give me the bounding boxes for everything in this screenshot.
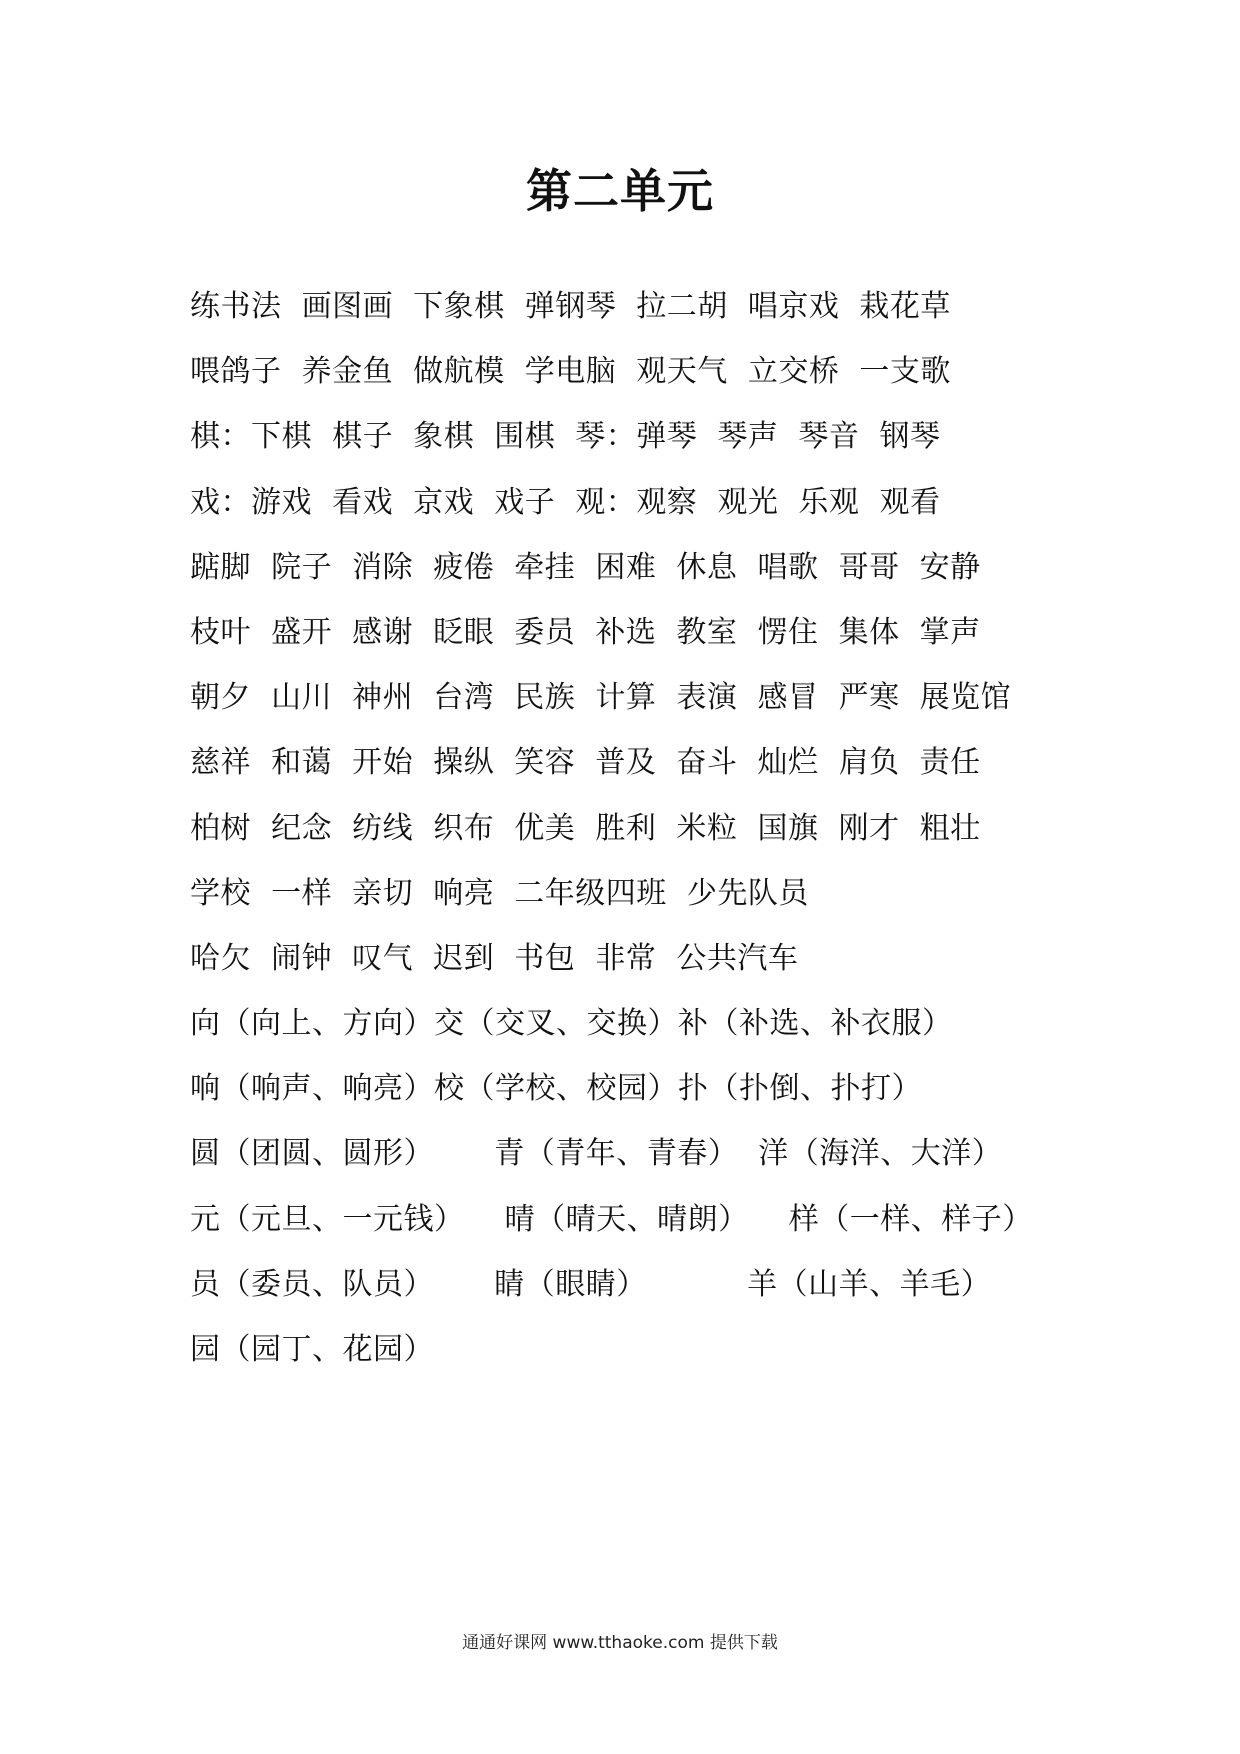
vocab-line-5: 踮脚 院子 消除 疲倦 牵挂 困难 休息 唱歌 哥哥 安静 bbox=[190, 549, 981, 585]
page-title: 第二单元 bbox=[526, 164, 714, 218]
char-group-line-4: 元（元旦、一元钱） 晴（晴天、晴朗） 样（一样、样子） bbox=[190, 1201, 1033, 1237]
vocab-line-11: 哈欠 闹钟 叹气 迟到 书包 非常 公共汽车 bbox=[190, 940, 799, 976]
vocab-line-1: 练书法 画图画 下象棋 弹钢琴 拉二胡 唱京戏 栽花草 bbox=[190, 289, 951, 324]
char-group-line-1: 向（向上、方向）交（交叉、交换）补（补选、补衣服） bbox=[190, 1006, 953, 1042]
vocab-line-7: 朝夕 山川 神州 台湾 民族 计算 表演 感冒 严寒 展览馆 bbox=[190, 680, 1012, 716]
vocab-line-6: 枝叶 盛开 感谢 眨眼 委员 补选 教室 愣住 集体 掌声 bbox=[190, 614, 981, 650]
vocab-line-10: 学校 一样 亲切 响亮 二年级四班 少先队员 bbox=[190, 875, 809, 911]
char-group-line-2: 响（响声、响亮）校（学校、校园）扑（扑倒、扑打） bbox=[190, 1071, 922, 1107]
vocab-line-3: 棋：下棋 棋子 象棋 围棋 琴：弹琴 琴声 琴音 钢琴 bbox=[190, 419, 941, 455]
vocabulary-list bbox=[190, 287, 1130, 1395]
char-group-line-3: 圆（团圆、圆形） 青（青年、青春） 洋（海洋、大洋） bbox=[190, 1136, 1003, 1172]
vocab-line-2: 喂鸽子 养金鱼 做航模 学电脑 观天气 立交桥 一支歌 bbox=[190, 354, 951, 390]
download-footer: 通通好课网 www.tthaoke.com 提供下载 bbox=[462, 1633, 778, 1653]
char-group-line-5: 员（委员、队员） 睛（眼睛） 羊（山羊、羊毛） bbox=[190, 1266, 992, 1302]
vocab-line-8: 慈祥 和蔼 开始 操纵 笑容 普及 奋斗 灿烂 肩负 责任 bbox=[190, 745, 981, 781]
vocab-line-9: 柏树 纪念 纺线 织布 优美 胜利 米粒 国旗 刚才 粗壮 bbox=[190, 810, 981, 846]
vocab-line-4: 戏：游戏 看戏 京戏 戏子 观：观察 观光 乐观 观看 bbox=[190, 484, 941, 520]
char-group-line-6: 园（园丁、花园） bbox=[190, 1332, 434, 1367]
